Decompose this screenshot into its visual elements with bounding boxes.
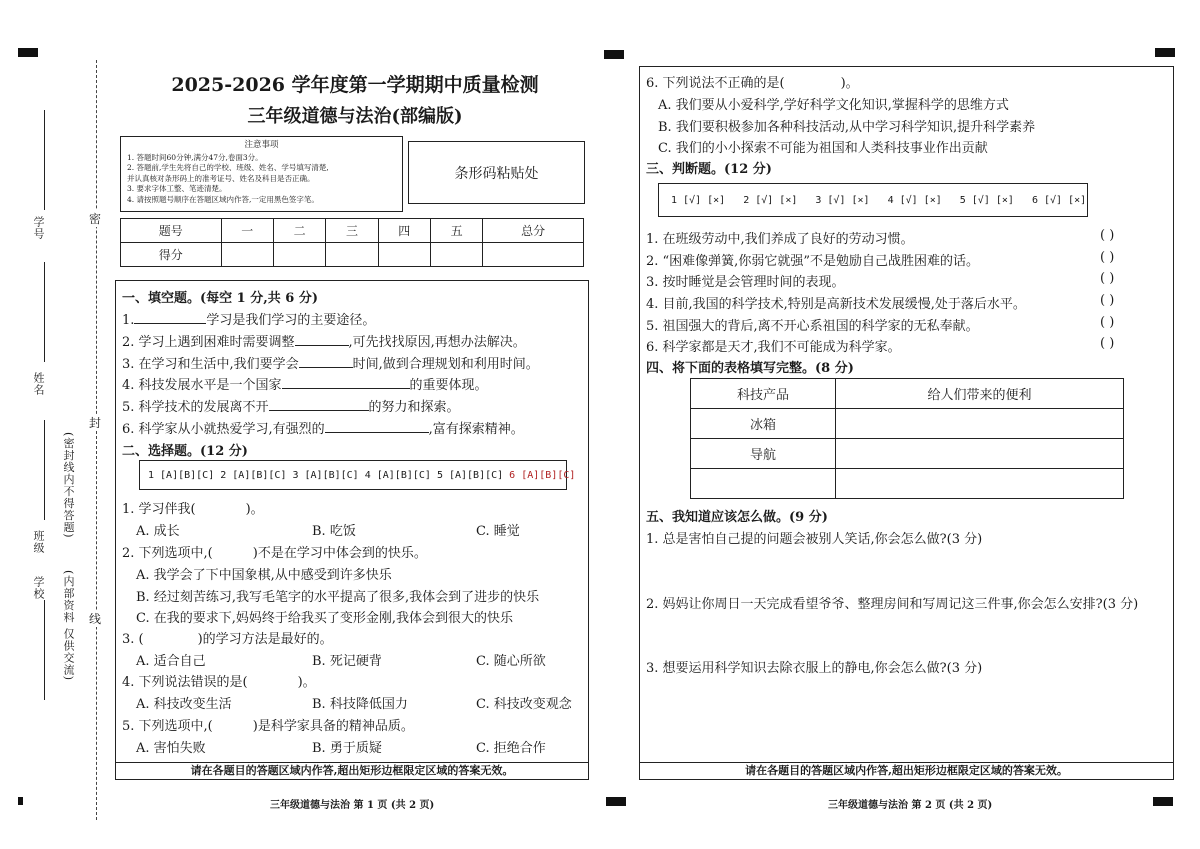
choice-answer-item[interactable]: 3 [A][B][C]: [292, 469, 359, 481]
fill-blank[interactable]: [269, 398, 369, 411]
choice-q1-option[interactable]: A. 成长: [136, 524, 180, 539]
judge-answer-paren[interactable]: ( ): [1100, 228, 1115, 243]
judge-item: 3. 按时睡觉是会管理时间的表现。: [646, 275, 845, 290]
tech-col-product: 科技产品: [691, 379, 836, 409]
score-header-cell: 二: [273, 219, 325, 243]
name-label: 姓名: [32, 372, 45, 396]
choice-q2-option[interactable]: A. 我学会了下中国象棋,从中感受到许多快乐: [136, 568, 392, 583]
notice-item: 2. 答题前,学生先将自己的学校、班级、姓名、学号填写清楚,: [127, 163, 329, 172]
short-answer-q1: 1. 总是害怕自己提的问题会被别人笑话,你会怎么做?(3 分): [646, 532, 983, 547]
fill-blank[interactable]: [299, 355, 353, 368]
section4-heading: 四、将下面的表格填写完整。(8 分): [646, 361, 854, 376]
choice-q1-option[interactable]: C. 睡觉: [476, 524, 520, 539]
cut-char-mid: 封: [89, 416, 102, 430]
student-id-line: [44, 110, 45, 210]
right-page-number: 三年级道德与法治 第 2 页 (共 2 页): [828, 800, 993, 811]
score-row-label: 得分: [121, 243, 222, 267]
tech-col-benefit: 给人们带来的便利: [836, 379, 1124, 409]
judge-answer-item[interactable]: 5 [√] [×]: [959, 194, 1014, 206]
tech-benefit-cell[interactable]: [836, 469, 1124, 499]
section5-heading: 五、我知道应该怎么做。(9 分): [646, 510, 828, 525]
fill-blank[interactable]: [134, 311, 206, 324]
tech-table-header: [691, 379, 1124, 409]
choice-q4: 4. 下列说法错误的是( )。: [122, 675, 316, 690]
barcode-area: 条形码粘贴处: [408, 141, 585, 204]
choice-q6-option[interactable]: B. 我们要积极参加各种科技活动,从中学习科学知识,提升科学素养: [658, 120, 1036, 135]
fill-q6: 6. 科学家从小就热爱学习,有强烈的 ,富有探索精神。: [122, 422, 524, 437]
choice-q6: 6. 下列说法不正确的是( )。: [646, 76, 859, 91]
choice-q3-option[interactable]: B. 死记硬背: [312, 654, 382, 669]
fill-q2: 2. 学习上遇到困难时需要调整 ,可先找找原因,再想办法解决。: [122, 335, 526, 350]
fill-q1: 1. 学习是我们学习的主要途径。: [122, 313, 376, 328]
tech-product: 导航: [691, 439, 836, 469]
judge-answer-item[interactable]: 6 [√] [×]: [1031, 194, 1087, 206]
score-header-row: [121, 219, 584, 243]
choice-q6-option[interactable]: A. 我们要从小爱科学,学好科学文化知识,掌握科学的思维方式: [658, 98, 1009, 113]
score-header-cell: 四: [378, 219, 430, 243]
registration-marker-bottom-right: [1153, 797, 1173, 806]
choice-q3-option[interactable]: C. 随心所欲: [476, 654, 546, 669]
choice-answer-row: [139, 460, 576, 490]
notice-item: 3. 要求字体工整、笔迹清楚。: [127, 184, 227, 193]
fill-q4: 4. 科技发展水平是一个国家 的重要体现。: [122, 378, 488, 393]
choice-q2-option[interactable]: B. 经过刻苦练习,我写毛笔字的水平提高了很多,我体会到了进步的快乐: [136, 590, 540, 605]
score-header-cell: 题号: [121, 219, 222, 243]
tech-table-row: [691, 409, 1124, 439]
choice-q6-option[interactable]: C. 我们的小小探索不可能为祖国和人类科技事业作出贡献: [658, 141, 988, 156]
judge-answer-paren[interactable]: ( ): [1100, 293, 1115, 308]
cut-char-seal: 密: [89, 212, 102, 226]
choice-answer-item[interactable]: 1 [A][B][C]: [148, 469, 215, 481]
registration-marker-mid-left: [604, 50, 624, 59]
choice-q2-option[interactable]: C. 在我的要求下,妈妈终于给我买了变形金刚,我体会到很大的快乐: [136, 611, 514, 626]
class-line: [44, 420, 45, 520]
registration-marker-top-left: [18, 48, 38, 57]
fill-blank[interactable]: [282, 376, 410, 389]
tech-table-row: [691, 439, 1124, 469]
judge-item: 6. 科学家都是天才,我们不可能成为科学家。: [646, 340, 901, 355]
cut-line: [96, 60, 97, 820]
score-header-cell: 三: [326, 219, 378, 243]
fill-blank[interactable]: [325, 420, 429, 433]
judge-answer-paren[interactable]: ( ): [1100, 315, 1115, 330]
score-header-cell: 五: [430, 219, 482, 243]
left-page-number: 三年级道德与法治 第 1 页 (共 2 页): [270, 800, 435, 811]
exam-title: 2025-2026 学年度第一学期期中质量检测: [171, 74, 539, 96]
judge-item: 5. 祖国强大的背后,离不开心系祖国的科学家的无私奉献。: [646, 319, 979, 334]
fill-q3: 3. 在学习和生活中,我们要学会 时间,做到合理规划和利用时间。: [122, 357, 539, 372]
score-cell[interactable]: [273, 243, 325, 267]
choice-q5-option[interactable]: C. 拒绝合作: [476, 741, 546, 756]
choice-answer-item[interactable]: 2 [A][B][C]: [220, 469, 287, 481]
choice-q1-option[interactable]: B. 吃饭: [312, 524, 356, 539]
choice-q5: 5. 下列选项中,( )是科学家具备的精神品质。: [122, 719, 414, 734]
short-answer-q2: 2. 妈妈让你周日一天完成看望爷爷、整理房间和写周记这三件事,你会怎么安排?(3 分): [646, 597, 1139, 612]
choice-q5-option[interactable]: B. 勇于质疑: [312, 741, 382, 756]
score-cell[interactable]: [483, 243, 584, 267]
right-footer-note: 请在各题目的答题区域内作答,超出矩形边框限定区域的答案无效。: [639, 762, 1174, 780]
cut-char-line: 线: [89, 612, 102, 626]
section2-heading: 二、选择题。(12 分): [122, 444, 248, 459]
fill-q5: 5. 科学技术的发展离不开 的努力和探索。: [122, 400, 460, 415]
judge-answer-item[interactable]: 1 [√] [×]: [671, 194, 726, 206]
score-table: [120, 218, 584, 267]
notice-heading: 注意事项: [244, 140, 279, 150]
choice-q1: 1. 学习伴我( )。: [122, 502, 264, 517]
registration-marker-top-right: [1155, 48, 1175, 57]
section1-heading: 一、填空题。(每空 1 分,共 6 分): [122, 291, 319, 306]
registration-marker-bottom-left: [18, 797, 23, 805]
fill-blank[interactable]: [295, 333, 349, 346]
tech-benefit-cell[interactable]: [836, 439, 1124, 469]
exam-subtitle: 三年级道德与法治(部编版): [247, 106, 463, 127]
judge-answer-item[interactable]: 4 [√] [×]: [887, 194, 942, 206]
judge-answer-item[interactable]: 2 [√] [×]: [743, 194, 798, 206]
school-label: 学校: [32, 576, 45, 600]
notice-item: 并认真核对条形码上的准考证号、姓名及科目是否正确。: [127, 173, 315, 183]
choice-q4-option[interactable]: B. 科技降低国力: [312, 697, 408, 712]
choice-q3: 3. ( )的学习方法是最好的。: [122, 632, 333, 647]
judge-answer-paren[interactable]: ( ): [1100, 271, 1115, 286]
choice-answer-item[interactable]: 4 [A][B][C]: [364, 469, 431, 481]
judge-answer-paren[interactable]: ( ): [1100, 336, 1115, 351]
tech-table-row: [691, 469, 1124, 499]
choice-q3-option[interactable]: A. 适合自己: [136, 654, 206, 669]
tech-product-blank[interactable]: [691, 469, 836, 499]
choice-q4-option[interactable]: C. 科技改变观念: [476, 697, 572, 712]
internal-material-note: (内部资料 仅供交流): [62, 570, 75, 682]
tech-table: [690, 378, 1124, 499]
notice-box: [120, 136, 403, 212]
score-cell[interactable]: [221, 243, 273, 267]
score-cell[interactable]: [430, 243, 482, 267]
class-label: 班级: [32, 530, 45, 554]
short-answer-q3: 3. 想要运用科学知识去除衣服上的静电,你会怎么做?(3 分): [646, 661, 983, 676]
notice-item: 1. 答题时间60分钟,满分47分,卷面3分。: [127, 152, 263, 162]
judge-item: 1. 在班级劳动中,我们养成了良好的劳动习惯。: [646, 232, 914, 247]
name-line: [44, 262, 45, 362]
tech-product: 冰箱: [691, 409, 836, 439]
choice-q4-option[interactable]: A. 科技改变生活: [136, 697, 232, 712]
choice-answer-item[interactable]: 6 [A][B][C]: [509, 469, 576, 481]
school-line: [44, 600, 45, 700]
judge-answer-item[interactable]: 3 [√] [×]: [815, 194, 870, 206]
section3-heading: 三、判断题。(12 分): [646, 162, 772, 177]
score-cell[interactable]: [378, 243, 430, 267]
choice-q2: 2. 下列选项中,( )不是在学习中体会到的快乐。: [122, 546, 427, 561]
choice-q5-option[interactable]: A. 害怕失败: [136, 741, 206, 756]
judge-answer-row: [658, 183, 1088, 217]
left-footer-note: 请在各题目的答题区域内作答,超出矩形边框限定区域的答案无效。: [115, 762, 589, 780]
score-header-cell: 总分: [483, 219, 584, 243]
judge-answer-paren[interactable]: ( ): [1100, 250, 1115, 265]
judge-item: 2. “困难像弹簧,你弱它就强”不是勉励自己战胜困难的话。: [646, 254, 979, 269]
score-row: [121, 243, 584, 267]
score-header-cell: 一: [221, 219, 273, 243]
score-cell[interactable]: [326, 243, 378, 267]
judge-item: 4. 目前,我国的科学技术,特别是高新技术发展缓慢,处于落后水平。: [646, 297, 1026, 312]
choice-answer-item[interactable]: 5 [A][B][C]: [436, 469, 504, 481]
student-id-label: 学号: [32, 216, 45, 240]
registration-marker-mid-bottom: [606, 797, 626, 806]
no-answer-warning: (密封线内不得答题): [62, 432, 75, 539]
notice-item: 4. 请按照题号顺序在答题区域内作答,一定用黑色签字笔。: [127, 194, 319, 204]
tech-benefit-cell[interactable]: [836, 409, 1124, 439]
